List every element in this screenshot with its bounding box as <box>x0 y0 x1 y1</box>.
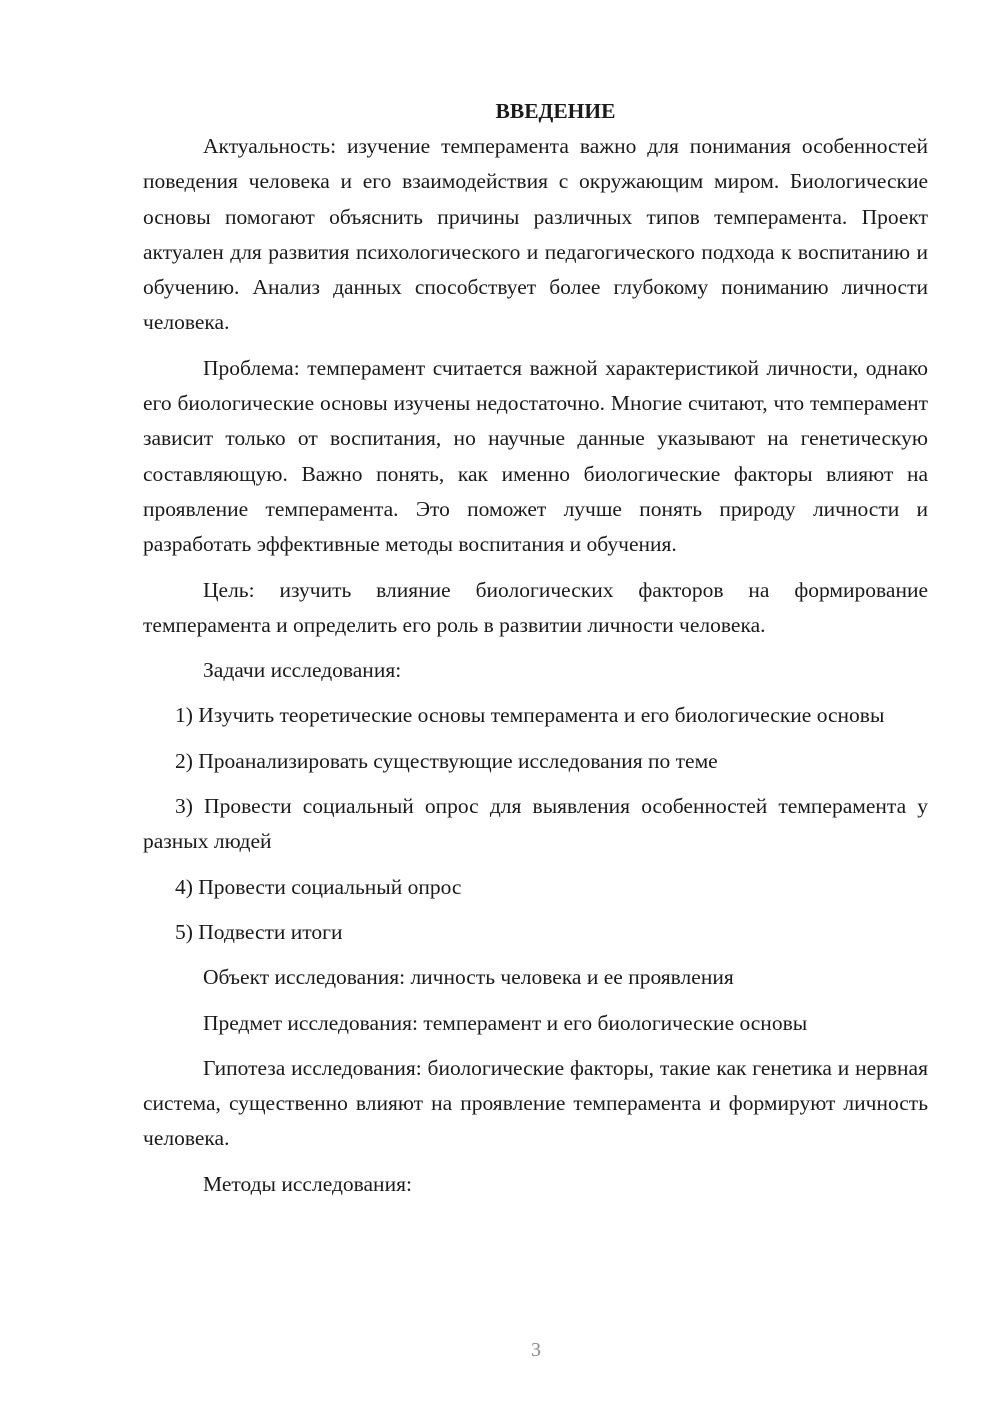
task-item-4: 4) Провести социальный опрос <box>175 874 462 899</box>
task-item-1: 1) Изучить теоретические основы темперамента и его биологические основы <box>175 703 885 728</box>
problem-paragraph: Проблема: темперамент считается важной характеристикой личности, однако его биологические основы изучены недостаточно. Многие считают, что темперамент зависит только от воспитания, но научные данные указывают на генетическую составляющую. Важно понять, как именно биологические факторы влияют на проявление темперамента. Это поможет лучше понять природу личности и разработать эффективные методы воспитания и обучения. <box>143 355 928 557</box>
methods-heading: Методы исследования: <box>203 1171 412 1196</box>
relevance-paragraph: Актуальность: изучение темперамента важно для понимания особенностей поведения человека и его взаимодействия с окружающим миром. Биологические основы помогают объяснить причины различных типов темперамента. Проект актуален для развития психологического и педагогического подхода к воспитанию и обучению. Анализ данных способствует более глубокому пониманию личности человека. <box>143 134 928 335</box>
page-number: 3 <box>531 1339 541 1361</box>
task-item-2: 2) Проанализировать существующие исследования по теме <box>175 748 718 773</box>
page-content <box>143 94 928 1212</box>
task-item-5: 5) Подвести итоги <box>175 919 343 944</box>
subject-paragraph: Предмет исследования: темперамент и его биологические основы <box>203 1010 808 1035</box>
task-item-3: 3) Провести социальный опрос для выявления особенностей темперамента у разных людей <box>143 794 928 854</box>
hypothesis-paragraph: Гипотеза исследования: биологические факторы, такие как генетика и нервная система, существенно влияют на проявление темперамента и формируют личность человека. <box>143 1055 928 1151</box>
section-title: ВВЕДЕНИЕ <box>495 99 616 123</box>
tasks-heading: Задачи исследования: <box>203 658 402 683</box>
object-paragraph: Объект исследования: личность человека и ее проявления <box>203 965 734 990</box>
goal-paragraph: Цель: изучить влияние биологических факторов на формирование темперамента и определить его роль в развитии личности человека. <box>143 577 928 637</box>
